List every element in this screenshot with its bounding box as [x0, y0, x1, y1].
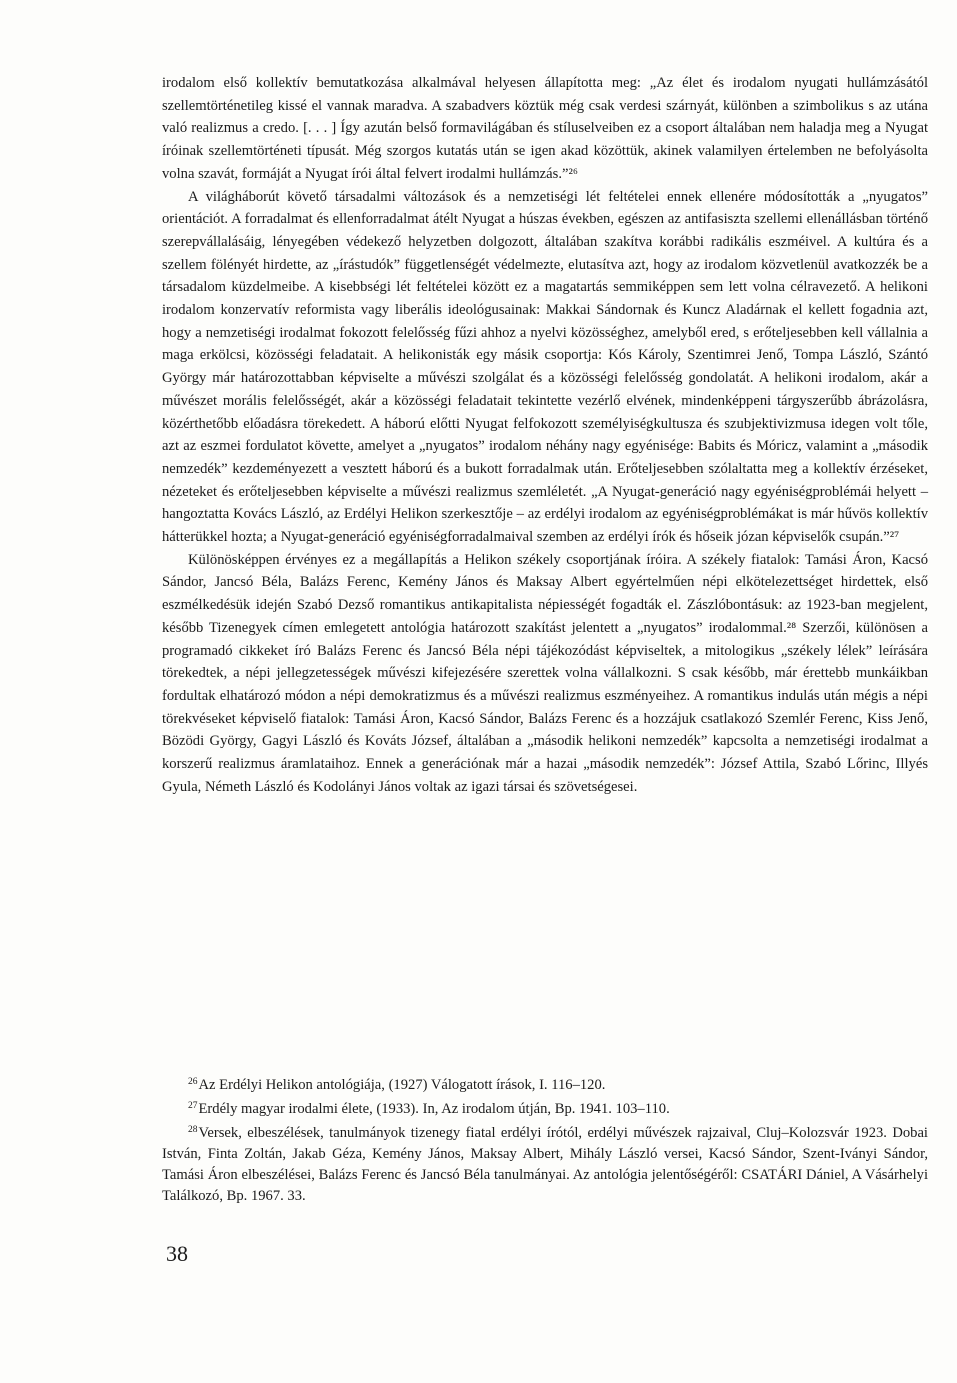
- footnote-26: [162, 1072, 928, 1096]
- footnote-27: [162, 1096, 928, 1120]
- page-number: 38: [166, 1241, 188, 1266]
- footnote-text: Erdély magyar irodalmi élete, (1933). In, Az irodalom útján, Bp. 1941. 103–110.: [198, 1101, 670, 1117]
- footnote-number: 27: [188, 1101, 198, 1111]
- footnote-28: [162, 1120, 928, 1207]
- footnote-number: 26: [188, 1077, 198, 1087]
- paragraph-3: Különösképpen érvényes ez a megállapítás a Helikon székely csoportjának íróira. A székely fiatalok: Tamási Áron, Kacsó Sándor, Jancsó Béla, Balázs Ferenc, Kemény János és Maksay Albert egyértelműen népi elkötelezettséget hirdettek, első eszmélkedésük idején Szabó Dezső romantikus antikapitalista népiességét fogadták el. Zászlóbontásuk: az 1923-ban megjelent, később Tizenegyek címen emlegetett antológia határozott szakítást jelentett a „nyugatos” irodalommal.²⁸ Szerzői, különösen a programadó cikkeket író Balázs Ferenc és Jancsó Béla népi tájékozódást képviseltek, a mitologikus „székely lélek” leírására törekedtek, a népi jellegzetességek művészi kifejezésére szerettek volna vállalkozni. S csak később, már érettebb munkáikban fordultak elhatározó módon a népi demokratizmus és a művészi realizmus eszményeihez. A romantikus indulás után mégis a népi törekvéseket képviselő fiatalok: Tamási Áron, Kacsó Sándor, Balázs Ferenc és a hozzájuk csatlakozó Szemlér Ferenc, Kiss Jenő, Bözödi György, Gagyi László és Kováts József, általában a „második helikoni nemzedék” kapcsolta a nemzetiségi irodalmat a korszerű realizmus áramlataihoz. Ennek a generációnak már a hazai „második nemzedék”: József Attila, Szabó Lőrinc, Illyés Gyula, Németh László és Kodolányi János voltak az igazi társai és szövetségesei.: [162, 551, 928, 795]
- paragraph-1: irodalom első kollektív bemutatkozása alkalmával helyesen állapította meg: „Az élet és irodalom nyugati hullámzásától szellemtörténetileg kissé el vannak maradva. A szabadvers köztük még csak verdesi szárnyát, különben a szimbolikus s az utána való realizmus a credo. [. . . ] Így azután belső formavilágában és stíluselveiben ez a csoport általában nem haladja meg a Nyugat íróinak szellemtörténeti típusát. Még szorgos kutatás után se igen akad közöttük, akinek valamilyen értelemben ne befolyásolta volna szavát, formáját a Nyugat írói által felvert irodalmi hullámzás.”²⁶: [162, 75, 928, 182]
- footnote-text: Versek, elbeszélések, tanulmányok tizenegy fiatal erdélyi írótól, erdélyi művészek rajzaival, Cluj–Kolozsvár 1923. Dobai István, Finta Zoltán, Jakab Géza, Kemény János, Maksay Albert, Mihály László versei, Kacsó Sándor, Szent-Iványi Sándor, Tamási Áron elbeszélései, Balázs Ferenc és Jancsó Béla tanulmányai. Az antológia jelentőségéről: CSATÁRI Dániel, A Vásárhelyi Találkozó, Bp. 1967. 33.: [162, 1125, 928, 1204]
- paragraph-2: A világháborút követő társadalmi változások és a nemzetiségi lét feltételei ennek ellenére módosították a „nyugatos” orientációt. A forradalmat és ellenforradalmat átélt Nyugat a húszas években, egészen az antifasiszta szellemi ellenállásban történő szerepvállalásáig, lényegében védekező helyzetben dolgozott, általában szakítva korábbi radikális eszméivel. A kultúra és a szellem fölényét hirdette, az „írástudók” függetlenségét védelmezte, elutasítva azt, hogy az irodalom közvetlenül avatkozzék be a társadalom küzdelmeibe. A kisebbségi lét feltételei között ez a magatartás semmiképpen sem lett volna célravezető. A helikoni irodalom konzervatív reformista vagy liberális ideológusainak: Makkai Sándornak és Kuncz Aladárnak el kellett fogadnia azt, hogy a nemzetiségi irodalmat fokozott felelősség fűzi ahhoz a nyelvi közösséghez, amelyből ered, s erőteljesebben kell vállalnia a maga erkölcsi, közösségi feladatait. A helikonisták egy másik csoportja: Kós Károly, Szentimrei Jenő, Tompa László, Szántó György már határozottabban képviselte a művészi szolgálat és a közösségi felelősség gondolatát. A helikoni irodalom, akár a művészet morális felelősségét, akár a közösségi feladatait tekintette vezérlő elvének, mindenképpeni tárgyszerűbb ábrázolásra, közérthetőbb előadásra törekedett. A háború előtti Nyugat felfokozott személyiségkultusza és szubjektivizmusa idegen volt tőle, azt az eszmei fordulatot követte, amelyet a „nyugatos” irodalom néhány nagy egyénisége: Babits és Móricz, valamint a „második nemzedék” kezdeményezett a vesztett háború és a bukott forradalmak után. Erőteljesebben szólaltatta meg a kollektív érzéseket, nézeteket és erőteljesebben képviselte a művészi realizmus szemléletét. „A Nyugat-generáció nagy egyéniségproblémái helyett – hangoztatta Kovács László, az Erdélyi Helikon szerkesztője – az erdélyi irodalom az egyéniségproblémákat is már hűvös kollektív hátterükkel hozta; a Nyugat-generáció egyéniségforradalmaival szemben az erdélyi írók és hőseik józan képviselők csupán.”²⁷: [162, 188, 928, 546]
- footnote-number: 28: [188, 1125, 198, 1135]
- footnote-text: Az Erdélyi Helikon antológiája, (1927) Válogatott írások, I. 116–120.: [198, 1077, 606, 1093]
- main-text: [162, 72, 928, 799]
- footnotes: [162, 1072, 928, 1207]
